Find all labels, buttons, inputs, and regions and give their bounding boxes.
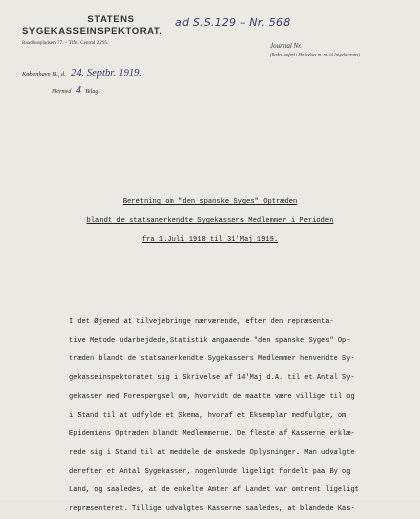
letterhead-line1: STATENS (87, 14, 135, 25)
letterhead-address: Raadhuspladsen 77. – Tlfn. Central 2295. (22, 40, 109, 46)
body-line: I det Øjemed at tilvejebringe nærværende, efter den repræsenta- (69, 318, 334, 326)
report-body (69, 313, 359, 519)
body-line: tive Metode udarbejdede,Statistik angaaende "den spanske Syges" Op- (69, 336, 351, 345)
body-line: træden blandt de statsanerkendte Sygekassers Medlemmer henvendte Sy- (69, 355, 355, 364)
handwritten-date: 24. Septbr. 1919. (71, 68, 142, 79)
report-title-line1: Beretning om "den spanske Syges" Optræden (122, 198, 298, 206)
body-line: gekasser med Forespørgsel om, hvorvidt de maatte være villige til og (69, 392, 355, 401)
letterhead (22, 14, 192, 46)
place-date (22, 68, 142, 79)
body-line: derefter et Antal Sygekasser, nogenlunde ligeligt fordelt paa By og (69, 467, 351, 476)
handwritten-reference: ad S.S.129 – Nr. 568 (175, 16, 291, 29)
enclosures-suffix: Bilag. (85, 89, 100, 95)
place-prefix: København B., d. (22, 71, 66, 78)
enclosures-prefix: Hermed (52, 89, 72, 95)
letterhead-line2: SYGEKASSEINSPEKTORAT. (22, 26, 163, 37)
body-line: repræsenteret. Tillige udvalgtes Kasserne saaledes, at blandede Kas- (69, 505, 355, 514)
enclosures (52, 85, 100, 96)
body-line: Epidemiens Optræden blandt Medlemmerne. De fleste af Kasserne erklæ- (69, 430, 355, 439)
handwritten-enclosure-count: 4 (75, 85, 81, 96)
journal-note: (Bedes anført i Skrivelser m. m. til Inspektoratet) (270, 52, 360, 57)
body-line: Land, og saaledes, at de enkelte Amter af Landet var omtrent ligeligt (69, 486, 359, 495)
report-title-line3: fra 1.Juli 1918 til 31'Maj 1919. (141, 236, 279, 244)
body-line: gekasseinspektoratet sig i Skrivelse af 14'Maj d.A. til et Antal Sy- (69, 374, 355, 383)
body-line: rede sig i Stand til at meddele de ønskede Oplysninger. Man udvalgte (69, 448, 355, 457)
journal-label: Journal Nr. (270, 42, 302, 50)
body-line: i Stand til at udfylde et Skema, hvoraf et Eksemplar medfulgte, om (69, 411, 347, 420)
journal-box (270, 42, 410, 57)
report-title-line2: blandt de statsanerkendte Sygekassers Medlemmer i Perioden (86, 217, 334, 225)
